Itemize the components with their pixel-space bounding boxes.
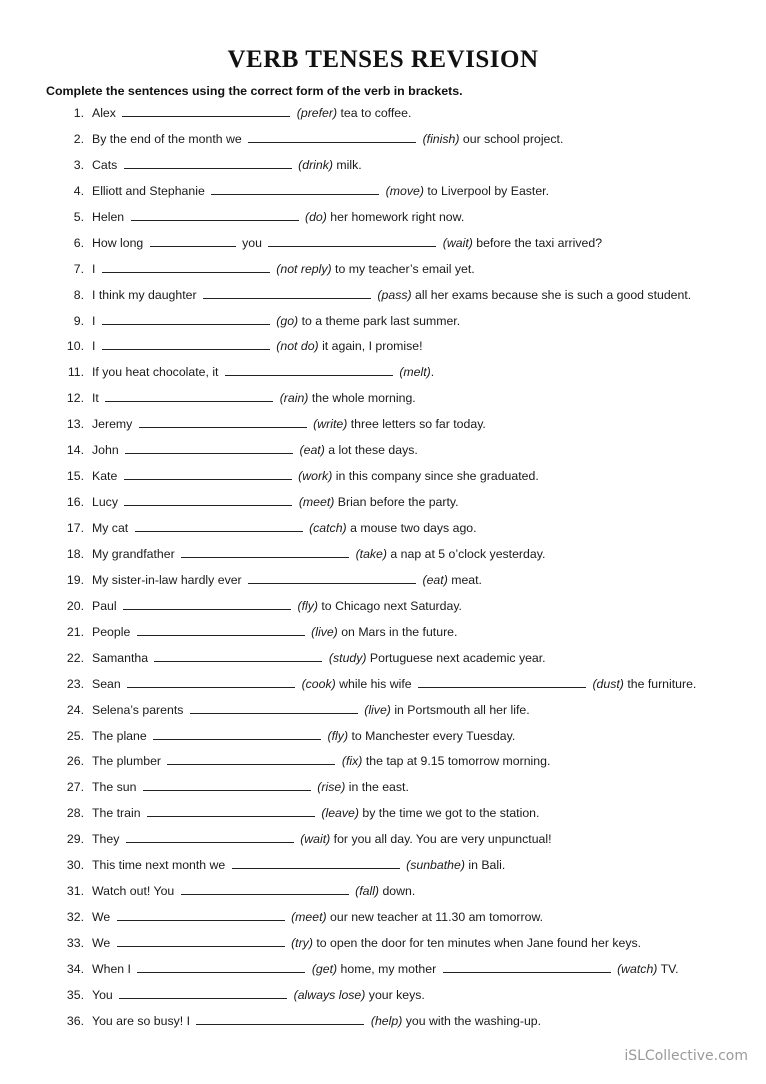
sentence-text: Alex bbox=[92, 106, 116, 120]
answer-blank[interactable] bbox=[143, 777, 311, 791]
item-number: 2. bbox=[73, 131, 84, 146]
exercise-item bbox=[0, 386, 766, 412]
sentence bbox=[92, 957, 679, 983]
item-number: 32. bbox=[66, 910, 84, 925]
answer-blank[interactable] bbox=[211, 181, 379, 195]
answer-blank[interactable] bbox=[443, 959, 611, 973]
verb-hint: (wait) bbox=[442, 235, 473, 250]
sentence-text: tea to coffee. bbox=[340, 106, 412, 120]
sentence bbox=[92, 1009, 541, 1035]
item-number: 8. bbox=[73, 287, 84, 302]
exercise-item bbox=[0, 360, 766, 386]
sentence-text: in Bali. bbox=[468, 858, 506, 873]
verb-hint: (rain) bbox=[279, 391, 309, 406]
item-number: 31. bbox=[66, 884, 84, 899]
answer-blank[interactable] bbox=[105, 388, 273, 402]
sentence-text: Paul bbox=[92, 598, 117, 613]
sentence-text: We bbox=[92, 910, 111, 925]
sentence-text: How long bbox=[92, 235, 144, 250]
exercise-item bbox=[0, 464, 766, 490]
sentence-text: Watch out! You bbox=[92, 884, 175, 899]
answer-blank[interactable] bbox=[418, 674, 586, 688]
verb-hint: (get) bbox=[311, 961, 338, 976]
sentence-text: By the end of the month we bbox=[92, 131, 242, 146]
item-number: 19. bbox=[66, 572, 84, 587]
answer-blank[interactable] bbox=[167, 751, 335, 765]
exercise-item bbox=[0, 205, 766, 231]
item-number: 17. bbox=[66, 521, 84, 535]
exercise-item bbox=[0, 231, 766, 257]
worksheet-title: VERB TENSES REVISION bbox=[227, 46, 539, 73]
item-number: 4. bbox=[73, 183, 84, 198]
exercise-item bbox=[0, 1009, 766, 1035]
verb-hint: (fall) bbox=[355, 884, 380, 899]
verb-hint: (drink) bbox=[298, 157, 333, 172]
item-number: 3. bbox=[73, 157, 84, 172]
sentence-text: on Mars in the future. bbox=[341, 624, 458, 639]
verb-hint: (pass) bbox=[377, 287, 412, 302]
sentence-text: I bbox=[92, 313, 96, 328]
verb-hint: (rise) bbox=[317, 780, 346, 795]
watermark: iSLCollective.com bbox=[624, 1048, 748, 1064]
sentence-text: in Portsmouth all her life. bbox=[394, 702, 530, 717]
sentence bbox=[92, 801, 539, 827]
answer-blank[interactable] bbox=[248, 570, 416, 584]
sentence bbox=[92, 386, 416, 412]
answer-blank[interactable] bbox=[102, 336, 270, 350]
exercise-item bbox=[0, 334, 766, 360]
sentence-text: you bbox=[242, 235, 262, 250]
answer-blank[interactable] bbox=[117, 933, 285, 947]
sentence-text: the tap at 9.15 tomorrow morning. bbox=[365, 754, 551, 769]
sentence-text: your keys. bbox=[368, 987, 425, 1002]
sentence bbox=[92, 620, 457, 646]
verb-hint: (take) bbox=[355, 546, 387, 561]
sentence-text: all her exams because she is such a good student. bbox=[415, 287, 692, 302]
exercise-item bbox=[0, 179, 766, 205]
item-number: 11. bbox=[67, 365, 84, 380]
sentence bbox=[92, 516, 477, 542]
sentence-text: When I bbox=[92, 961, 131, 976]
verb-hint: (watch) bbox=[617, 961, 658, 976]
sentence-text: three letters so far today. bbox=[350, 417, 486, 432]
exercise-item bbox=[0, 257, 766, 283]
sentence bbox=[92, 879, 415, 905]
sentence-text: My sister-in-law hardly ever bbox=[92, 572, 242, 587]
item-number: 1. bbox=[73, 106, 84, 120]
verb-hint: (prefer) bbox=[296, 106, 338, 120]
sentence-text: in the east. bbox=[348, 780, 409, 795]
answer-blank[interactable] bbox=[268, 233, 436, 247]
verb-hint: (do) bbox=[304, 209, 327, 224]
answer-blank[interactable] bbox=[126, 829, 294, 843]
verb-hint: (dust) bbox=[592, 676, 624, 691]
verb-hint: (meet) bbox=[291, 910, 327, 925]
sentence bbox=[92, 905, 543, 931]
sentence-text: People bbox=[92, 624, 131, 639]
sentence-text: It bbox=[92, 391, 99, 406]
sentence bbox=[92, 698, 530, 724]
exercise-item bbox=[0, 309, 766, 335]
sentence bbox=[92, 775, 409, 801]
answer-blank[interactable] bbox=[181, 881, 349, 895]
sentence-text: Cats bbox=[92, 157, 118, 172]
item-number: 30. bbox=[66, 858, 84, 873]
sentence-text: Sean bbox=[92, 676, 121, 691]
verb-hint: (try) bbox=[291, 936, 313, 950]
sentence bbox=[92, 568, 482, 594]
sentence-text: This time next month we bbox=[92, 858, 226, 873]
sentence-text: the whole morning. bbox=[311, 391, 416, 406]
sentence-text: Elliott and Stephanie bbox=[92, 183, 205, 198]
answer-blank[interactable] bbox=[147, 803, 315, 817]
sentence-text: My cat bbox=[92, 521, 129, 535]
verb-hint: (live) bbox=[311, 624, 338, 639]
sentence bbox=[92, 438, 418, 464]
sentence bbox=[92, 490, 459, 516]
sentence-text: You are so busy! I bbox=[92, 1013, 190, 1028]
verb-hint: (eat) bbox=[422, 572, 448, 587]
exercise-item bbox=[0, 957, 766, 983]
verb-hint: (fly) bbox=[327, 728, 349, 743]
sentence-text: by the time we got to the station. bbox=[362, 806, 540, 821]
sentence bbox=[92, 127, 563, 153]
sentence-text: meat. bbox=[451, 572, 482, 587]
exercise-item bbox=[0, 490, 766, 516]
verb-hint: (go) bbox=[276, 313, 299, 328]
sentence-text: a nap at 5 o’clock yesterday. bbox=[390, 546, 546, 561]
sentence bbox=[92, 594, 462, 620]
sentence bbox=[92, 749, 550, 775]
sentence bbox=[92, 464, 539, 490]
item-number: 23. bbox=[66, 676, 84, 691]
exercise-item bbox=[0, 827, 766, 853]
item-number: 6. bbox=[73, 235, 84, 250]
answer-blank[interactable] bbox=[232, 855, 400, 869]
exercise-item bbox=[0, 516, 766, 542]
sentence-text: milk. bbox=[336, 157, 362, 172]
sentence bbox=[92, 153, 362, 179]
sentence-text: her homework right now. bbox=[330, 209, 465, 224]
item-number: 27. bbox=[66, 780, 84, 795]
exercise-item bbox=[0, 879, 766, 905]
exercise-item bbox=[0, 749, 766, 775]
sentence bbox=[92, 931, 641, 957]
item-number: 16. bbox=[66, 495, 84, 510]
verb-hint: (move) bbox=[385, 183, 424, 198]
sentence-text: to Liverpool by Easter. bbox=[427, 183, 550, 198]
sentence-text: The plumber bbox=[92, 754, 162, 769]
verb-hint: (eat) bbox=[299, 443, 325, 458]
answer-blank[interactable] bbox=[203, 285, 371, 299]
sentence-text: to Manchester every Tuesday. bbox=[351, 728, 516, 743]
sentence-text: our school project. bbox=[462, 131, 564, 146]
sentence bbox=[92, 827, 552, 853]
exercise-list bbox=[0, 101, 766, 1035]
sentence-text: to open the door for ten minutes when Jane found her keys. bbox=[316, 936, 642, 950]
exercise-item bbox=[0, 931, 766, 957]
sentence bbox=[92, 231, 602, 257]
sentence-text: Lucy bbox=[92, 495, 118, 510]
sentence-text: to Chicago next Saturday. bbox=[321, 598, 462, 613]
sentence-text: Portuguese next academic year. bbox=[369, 650, 546, 665]
sentence-text: Jeremy bbox=[92, 417, 133, 432]
item-number: 24. bbox=[66, 702, 84, 717]
sentence-text: Samantha bbox=[92, 650, 149, 665]
verb-hint: (always lose) bbox=[293, 987, 366, 1002]
sentence-text: in this company since she graduated. bbox=[335, 469, 539, 484]
answer-blank[interactable] bbox=[225, 362, 393, 376]
verb-hint: (fly) bbox=[297, 598, 318, 613]
item-number: 12. bbox=[66, 391, 84, 406]
answer-blank[interactable] bbox=[127, 674, 295, 688]
exercise-item bbox=[0, 568, 766, 594]
sentence-text: for you all day. You are very unpunctual! bbox=[333, 832, 552, 847]
sentence-text: I bbox=[92, 261, 96, 276]
exercise-item bbox=[0, 101, 766, 127]
exercise-item bbox=[0, 412, 766, 438]
answer-blank[interactable] bbox=[102, 311, 270, 325]
exercise-item bbox=[0, 698, 766, 724]
exercise-item bbox=[0, 594, 766, 620]
answer-blank[interactable] bbox=[181, 544, 349, 558]
item-number: 7. bbox=[73, 261, 84, 276]
sentence-text: it again, I promise! bbox=[322, 339, 423, 354]
sentence-text: the furniture. bbox=[627, 676, 697, 691]
item-number: 29. bbox=[66, 832, 84, 847]
sentence bbox=[92, 360, 434, 386]
answer-blank[interactable] bbox=[248, 129, 416, 143]
verb-hint: (melt) bbox=[399, 365, 431, 380]
item-number: 9. bbox=[73, 313, 84, 328]
item-number: 20. bbox=[66, 598, 84, 613]
sentence bbox=[92, 283, 691, 309]
exercise-item bbox=[0, 905, 766, 931]
sentence-text: The plane bbox=[92, 728, 147, 743]
sentence bbox=[92, 101, 411, 127]
sentence-text: My grandfather bbox=[92, 546, 175, 561]
answer-blank[interactable] bbox=[190, 700, 358, 714]
item-number: 22. bbox=[66, 650, 84, 665]
sentence-text: If you heat chocolate, it bbox=[92, 365, 219, 380]
sentence-text: to my teacher’s email yet. bbox=[335, 261, 475, 276]
item-number: 13. bbox=[66, 417, 84, 432]
exercise-item bbox=[0, 775, 766, 801]
sentence-text: The train bbox=[92, 806, 141, 821]
sentence-text: I think my daughter bbox=[92, 287, 197, 302]
sentence bbox=[92, 257, 475, 283]
sentence bbox=[92, 646, 546, 672]
item-number: 28. bbox=[66, 806, 84, 821]
sentence-text: a mouse two days ago. bbox=[350, 521, 477, 535]
sentence bbox=[92, 334, 423, 360]
verb-hint: (cook) bbox=[301, 676, 336, 691]
answer-blank[interactable] bbox=[117, 907, 285, 921]
exercise-item bbox=[0, 646, 766, 672]
item-number: 25. bbox=[66, 728, 84, 743]
answer-blank[interactable] bbox=[131, 207, 299, 221]
item-number: 35. bbox=[66, 987, 84, 1002]
verb-hint: (help) bbox=[370, 1013, 403, 1028]
verb-hint: (live) bbox=[364, 702, 391, 717]
answer-blank[interactable] bbox=[125, 440, 293, 454]
verb-hint: (study) bbox=[328, 650, 367, 665]
verb-hint: (sunbathe) bbox=[406, 858, 465, 873]
verb-hint: (leave) bbox=[321, 806, 359, 821]
item-number: 33. bbox=[66, 936, 84, 950]
answer-blank[interactable] bbox=[135, 518, 303, 532]
answer-blank[interactable] bbox=[119, 985, 287, 999]
sentence-text: Helen bbox=[92, 209, 125, 224]
verb-hint: (work) bbox=[298, 469, 333, 484]
sentence-text: The sun bbox=[92, 780, 137, 795]
verb-hint: (catch) bbox=[309, 521, 347, 535]
sentence-text: We bbox=[92, 936, 111, 950]
exercise-item bbox=[0, 801, 766, 827]
sentence bbox=[92, 672, 696, 698]
verb-hint: (not do) bbox=[276, 339, 319, 354]
exercise-item bbox=[0, 672, 766, 698]
item-number: 36. bbox=[66, 1013, 84, 1028]
sentence bbox=[92, 205, 464, 231]
sentence-text: They bbox=[92, 832, 120, 847]
verb-hint: (meet) bbox=[298, 495, 335, 510]
answer-blank[interactable] bbox=[153, 726, 321, 740]
answer-blank[interactable] bbox=[154, 648, 322, 662]
item-number: 14. bbox=[66, 443, 84, 458]
sentence-text: while his wife bbox=[339, 676, 412, 691]
sentence-text: TV. bbox=[660, 961, 679, 976]
exercise-item bbox=[0, 724, 766, 750]
verb-hint: (write) bbox=[313, 417, 348, 432]
answer-blank[interactable] bbox=[124, 466, 292, 480]
exercise-item bbox=[0, 153, 766, 179]
sentence-text: Brian before the party. bbox=[337, 495, 459, 510]
exercise-item bbox=[0, 283, 766, 309]
exercise-item bbox=[0, 983, 766, 1009]
sentence-text: down. bbox=[382, 884, 416, 899]
sentence-text: our new teacher at 11.30 am tomorrow. bbox=[330, 910, 544, 925]
answer-blank[interactable] bbox=[122, 103, 290, 117]
item-number: 26. bbox=[66, 754, 84, 769]
sentence bbox=[92, 542, 545, 568]
sentence bbox=[92, 853, 505, 879]
verb-hint: (fix) bbox=[341, 754, 363, 769]
sentence-text: Selena’s parents bbox=[92, 702, 184, 717]
sentence bbox=[92, 179, 549, 205]
exercise-item bbox=[0, 127, 766, 153]
answer-blank[interactable] bbox=[139, 414, 307, 428]
item-number: 15. bbox=[66, 469, 84, 484]
instructions: Complete the sentences using the correct form of the verb in brackets. bbox=[46, 84, 463, 98]
item-number: 21. bbox=[66, 624, 84, 639]
answer-blank[interactable] bbox=[196, 1011, 364, 1025]
sentence-text: you with the washing-up. bbox=[405, 1013, 542, 1028]
sentence-text: I bbox=[92, 339, 96, 354]
verb-hint: (wait) bbox=[300, 832, 331, 847]
answer-blank[interactable] bbox=[102, 259, 270, 273]
sentence-text: . bbox=[430, 365, 435, 380]
sentence-text: before the taxi arrived? bbox=[476, 235, 603, 250]
sentence-text: You bbox=[92, 987, 113, 1002]
item-number: 5. bbox=[73, 209, 84, 224]
verb-hint: (finish) bbox=[422, 131, 460, 146]
exercise-item bbox=[0, 620, 766, 646]
item-number: 34. bbox=[66, 961, 84, 976]
sentence bbox=[92, 724, 515, 750]
sentence-text: a lot these days. bbox=[328, 443, 418, 458]
answer-blank[interactable] bbox=[137, 622, 305, 636]
answer-blank[interactable] bbox=[137, 959, 305, 973]
answer-blank[interactable] bbox=[150, 233, 236, 247]
sentence bbox=[92, 412, 486, 438]
answer-blank[interactable] bbox=[123, 596, 291, 610]
sentence bbox=[92, 309, 460, 335]
exercise-item bbox=[0, 542, 766, 568]
sentence bbox=[92, 983, 425, 1009]
item-number: 18. bbox=[66, 546, 84, 561]
answer-blank[interactable] bbox=[124, 155, 292, 169]
sentence-text: Kate bbox=[92, 469, 118, 484]
verb-hint: (not reply) bbox=[276, 261, 332, 276]
exercise-item bbox=[0, 438, 766, 464]
item-number: 10. bbox=[66, 339, 84, 354]
answer-blank[interactable] bbox=[124, 492, 292, 506]
sentence-text: home, my mother bbox=[340, 961, 437, 976]
exercise-item bbox=[0, 853, 766, 879]
sentence-text: John bbox=[92, 443, 119, 458]
sentence-text: to a theme park last summer. bbox=[301, 313, 461, 328]
